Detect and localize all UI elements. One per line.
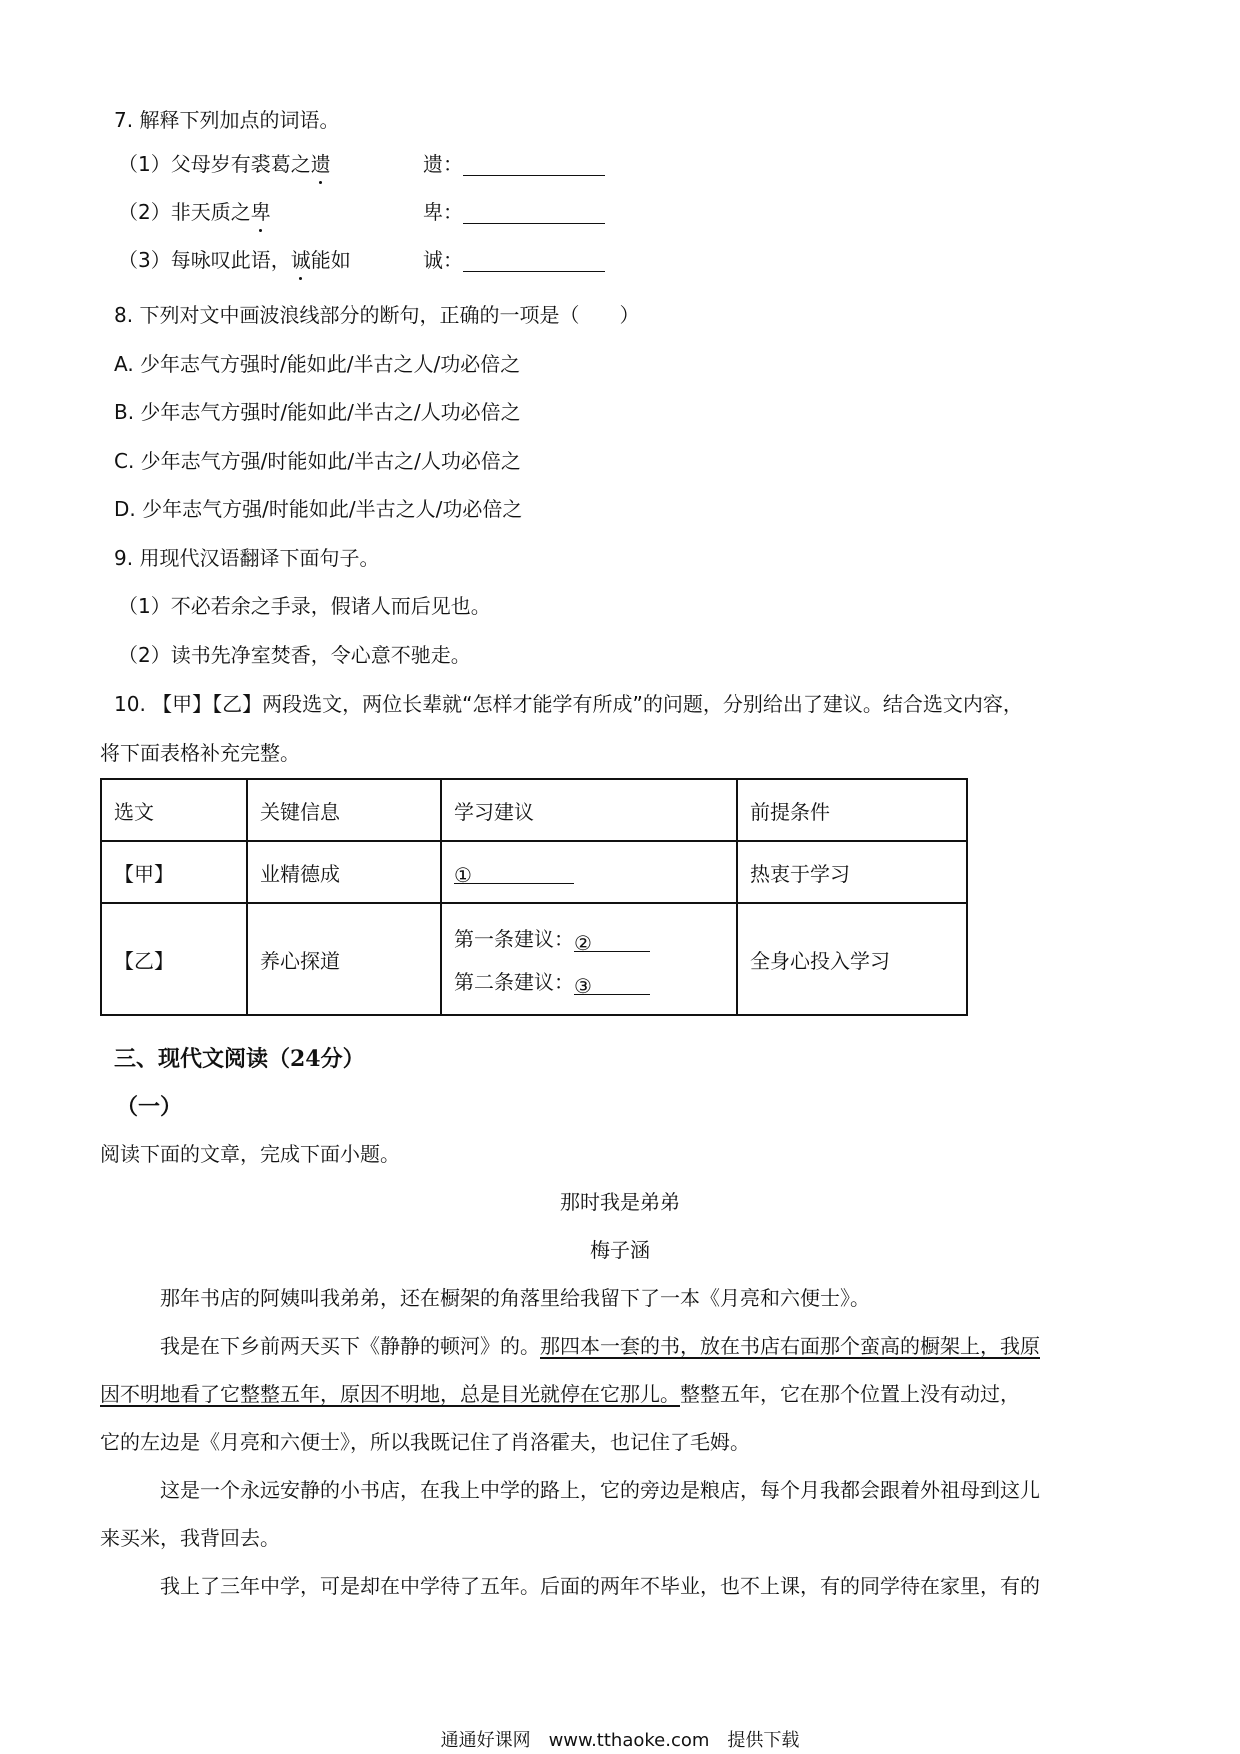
- section-3-title: 三、现代文阅读（24分）: [114, 1046, 365, 1072]
- p2-l1-a: 我是在下乡前两天买下《静静的顿河》的。: [160, 1334, 540, 1358]
- q10-line-2: 将下面表格补充完整。: [100, 741, 300, 765]
- table-cell-cond: 热衷于学习: [737, 841, 967, 903]
- q7-item-2-blank[interactable]: [463, 203, 605, 224]
- table-row: [101, 903, 967, 1015]
- q7-item-2-prefix: （2）非天质之: [118, 200, 251, 224]
- q7-item-3-prefix: （3）每咏叹此语，: [118, 248, 291, 272]
- q7-item-2-word: 卑：: [423, 200, 463, 224]
- advice-num-2: ②: [574, 931, 592, 955]
- q8-option-d[interactable]: D. 少年志气方强/时能如此/半古之人/功必倍之: [114, 497, 523, 521]
- q7-item-1-dotted: 遗: [310, 152, 331, 176]
- q7-item-2: [118, 200, 271, 224]
- article-paragraph-2-line-3: 它的左边是《月亮和六便士》，所以我既记住了肖洛霍夫，也记住了毛姆。: [100, 1430, 750, 1454]
- q10-table: [100, 778, 968, 1016]
- q7-item-2-dotted: 卑: [250, 200, 271, 224]
- table-cell-text: 【乙】: [101, 903, 247, 1015]
- article-paragraph-2-line-1: [160, 1334, 1040, 1358]
- q10-line-1: 10. 【甲】【乙】两段选文，两位长辈就“怎样才能学有所成”的问题，分别给出了建议。结合选文内容，: [114, 692, 1023, 716]
- advice-label-2: 第二条建议：: [454, 970, 574, 994]
- article-paragraph-2-line-2: [100, 1382, 1020, 1406]
- q8-option-a[interactable]: A. 少年志气方强时/能如此/半古之人/功必倍之: [114, 352, 521, 376]
- q7-item-3-blank[interactable]: [463, 251, 605, 272]
- table-header-row: [101, 779, 967, 841]
- q8-title: 8. 下列对文中画波浪线部分的断句，正确的一项是（ ）: [114, 303, 640, 327]
- q7-item-3-answer: [423, 248, 605, 272]
- table-row: [101, 841, 967, 903]
- article-author: 梅子涵: [590, 1238, 650, 1262]
- article-paragraph-3-line-2: 来买米，我背回去。: [100, 1526, 280, 1550]
- q7-item-1-answer: [423, 152, 605, 176]
- p2-l1-underlined: 那四本一套的书，放在书店右面那个蛮高的橱架上，我原: [540, 1334, 1040, 1358]
- advice-blank-2[interactable]: [574, 931, 650, 955]
- q8-option-b[interactable]: B. 少年志气方强时/能如此/半古之/人功必倍之: [114, 400, 521, 424]
- table-header-cell: 关键信息: [247, 779, 441, 841]
- q7-title: 7. 解释下列加点的词语。: [114, 108, 340, 132]
- q7-item-1-word: 遗：: [423, 152, 463, 176]
- table-cell-info: 业精德成: [247, 841, 441, 903]
- advice-line-2: [454, 966, 724, 998]
- q9-item-2: （2）读书先净室焚香，令心意不驰走。: [118, 643, 471, 667]
- table-cell-text: 【甲】: [101, 841, 247, 903]
- table-header-cell: 选文: [101, 779, 247, 841]
- advice-blank-3[interactable]: [574, 974, 650, 998]
- q7-item-2-answer: [423, 200, 605, 224]
- q7-item-3: [118, 248, 351, 272]
- table-cell-advice[interactable]: [441, 841, 737, 903]
- p2-l2-underlined: 因不明地看了它整整五年，原因不明地，总是目光就停在它那儿。: [100, 1382, 680, 1406]
- table-header-cell: 前提条件: [737, 779, 967, 841]
- article-paragraph-3-line-1: 这是一个永远安静的小书店，在我上中学的路上，它的旁边是粮店，每个月我都会跟着外祖母到这儿: [160, 1478, 1040, 1502]
- q9-title: 9. 用现代汉语翻译下面句子。: [114, 546, 380, 570]
- q7-item-1-blank[interactable]: [463, 155, 605, 176]
- section-3-instruction: 阅读下面的文章，完成下面小题。: [100, 1142, 400, 1166]
- q7-item-3-word: 诚：: [423, 248, 463, 272]
- article-paragraph-1: 那年书店的阿姨叫我弟弟，还在橱架的角落里给我留下了一本《月亮和六便士》。: [160, 1286, 870, 1310]
- advice-label-1: 第一条建议：: [454, 927, 574, 951]
- table-cell-cond: 全身心投入学习: [737, 903, 967, 1015]
- advice-blank-1[interactable]: [454, 863, 574, 887]
- advice-num-3: ③: [574, 974, 592, 998]
- table-cell-info: 养心探道: [247, 903, 441, 1015]
- q9-item-1: （1）不必若余之手录，假诸人而后见也。: [118, 594, 491, 618]
- q7-item-3-dotted: 诚: [290, 248, 311, 272]
- advice-num-1: ①: [454, 863, 472, 887]
- article-paragraph-4-line-1: 我上了三年中学，可是却在中学待了五年。后面的两年不毕业，也不上课，有的同学待在家里，有的: [160, 1574, 1040, 1598]
- q7-item-3-suffix: 能如: [310, 248, 351, 272]
- q7-item-1: [118, 152, 331, 176]
- table-header-cell: 学习建议: [441, 779, 737, 841]
- p2-l2-b: 整整五年，它在那个位置上没有动过，: [680, 1382, 1020, 1406]
- table-cell-advice[interactable]: [441, 903, 737, 1015]
- article-title: 那时我是弟弟: [560, 1190, 680, 1214]
- q7-item-1-prefix: （1）父母岁有裘葛之: [118, 152, 311, 176]
- page-footer: 通通好课网 www.tthaoke.com 提供下载: [440, 1730, 800, 1751]
- advice-line-1: [454, 923, 724, 955]
- q8-option-c[interactable]: C. 少年志气方强/时能如此/半古之/人功必倍之: [114, 449, 521, 473]
- section-3-sub: （一）: [116, 1094, 183, 1120]
